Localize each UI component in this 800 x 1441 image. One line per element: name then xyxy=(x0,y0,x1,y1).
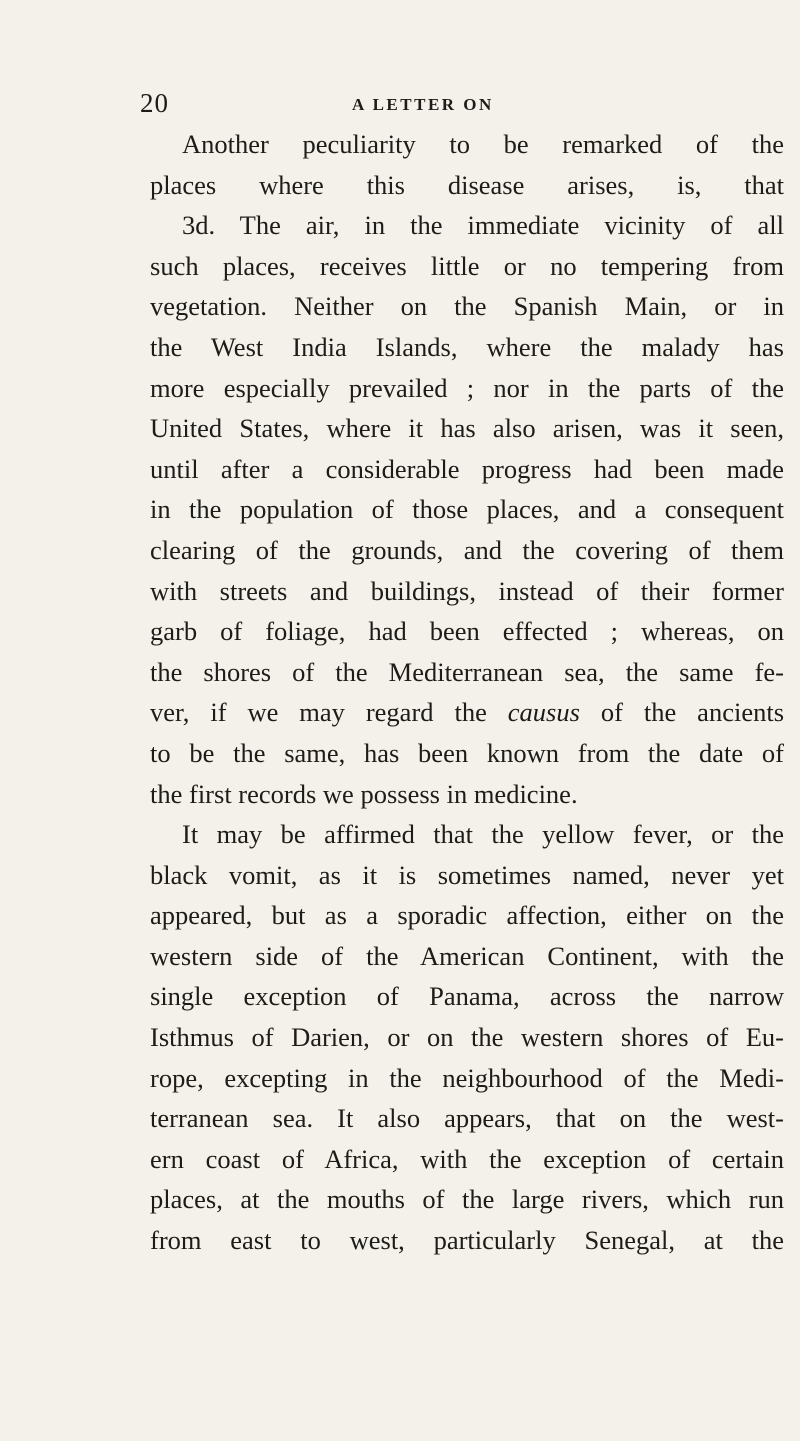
running-head xyxy=(140,88,780,118)
text-line: appeared, but as a sporadic affection, either on the xyxy=(150,900,784,931)
text-line: garb of foliage, had been effected ; whereas, on xyxy=(150,616,784,647)
text-line: It may be affirmed that the yellow fever, or the xyxy=(182,819,784,850)
text-line: with streets and buildings, instead of their former xyxy=(150,575,784,606)
text-line: such places, receives little or no tempering from xyxy=(150,250,784,281)
running-title: A LETTER ON xyxy=(352,95,494,114)
text-line xyxy=(150,692,784,733)
text-line: the West India Islands, where the malady has xyxy=(150,331,784,362)
text-line: in the population of those places, and a consequent xyxy=(150,494,784,525)
body-text xyxy=(150,124,784,1261)
text-line: western side of the American Continent, with the xyxy=(150,940,784,971)
text-line: single exception of Panama, across the narrow xyxy=(150,981,784,1012)
text-line: places, at the mouths of the large rivers, which run xyxy=(150,1184,784,1215)
text-line: the shores of the Mediterranean sea, the same fe- xyxy=(150,656,784,687)
text-line: the first records we possess in medicine. xyxy=(150,778,578,809)
text-line: from east to west, particularly Senegal, at the xyxy=(150,1225,784,1256)
italic-term: causus xyxy=(507,697,580,728)
text-line: to be the same, has been known from the date of xyxy=(150,737,784,768)
text-line: until after a considerable progress had been made xyxy=(150,453,784,484)
text-line: rope, excepting in the neighbourhood of the Medi- xyxy=(150,1062,784,1093)
text-line: black vomit, as it is sometimes named, never yet xyxy=(150,859,784,890)
page-number: 20 xyxy=(140,88,169,118)
text-line: ern coast of Africa, with the exception of certain xyxy=(150,1143,784,1174)
text-line: United States, where it has also arisen, was it seen, xyxy=(150,413,784,444)
text-line: more especially prevailed ; nor in the parts of the xyxy=(150,372,784,403)
text-line: 3d. The air, in the immediate vicinity of all xyxy=(182,210,784,241)
text-segment: ver, if we may regard the xyxy=(150,697,487,728)
text-segment: of the ancients xyxy=(600,697,785,728)
text-line: terranean sea. It also appears, that on the west- xyxy=(150,1103,784,1134)
text-line: Another peculiarity to be remarked of the xyxy=(182,129,784,159)
text-line: places where this disease arises, is, that xyxy=(150,169,784,200)
text-line: clearing of the grounds, and the covering of them xyxy=(150,534,784,565)
text-line: vegetation. Neither on the Spanish Main, or in xyxy=(150,291,784,322)
text-line: Isthmus of Darien, or on the western shores of Eu- xyxy=(150,1022,784,1053)
